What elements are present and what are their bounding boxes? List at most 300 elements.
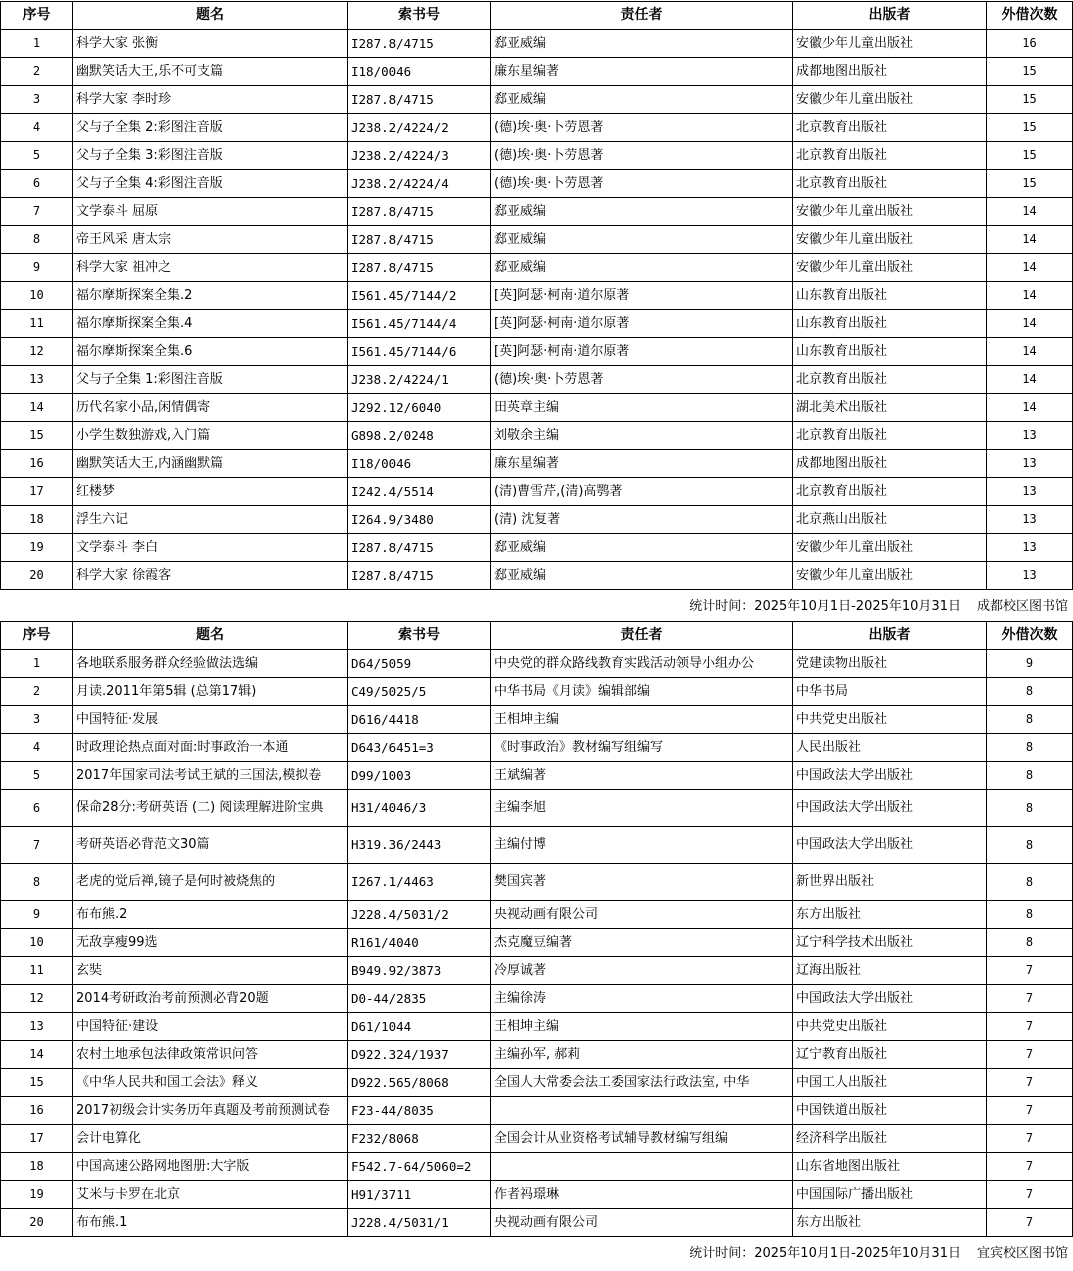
call-number: I242.4/5514 xyxy=(348,478,491,506)
book-title: 科学大家 徐霞客 xyxy=(73,562,348,590)
row-number: 16 xyxy=(1,450,73,478)
call-number: D61/1044 xyxy=(348,1013,491,1041)
row-number: 14 xyxy=(1,394,73,422)
loan-count: 7 xyxy=(987,1041,1073,1069)
loan-count: 15 xyxy=(987,58,1073,86)
publisher: 中国政法大学出版社 xyxy=(793,827,987,864)
row-number: 15 xyxy=(1,422,73,450)
loan-count: 13 xyxy=(987,450,1073,478)
responsible-person: 杰克魔豆编著 xyxy=(491,929,793,957)
row-number: 11 xyxy=(1,310,73,338)
table-row xyxy=(1,1209,1073,1237)
call-number: I264.9/3480 xyxy=(348,506,491,534)
call-number: C49/5025/5 xyxy=(348,678,491,706)
book-title: 月读.2011年第5辑 (总第17辑) xyxy=(73,678,348,706)
publisher: 安徽少年儿童出版社 xyxy=(793,198,987,226)
responsible-person: 冷厚诚著 xyxy=(491,957,793,985)
book-title: 文学泰斗 李白 xyxy=(73,534,348,562)
table-row xyxy=(1,366,1073,394)
table-row xyxy=(1,478,1073,506)
book-title: 时政理论热点面对面:时事政治一本通 xyxy=(73,734,348,762)
header-call-number: 索书号 xyxy=(348,2,491,30)
call-number: I561.45/7144/6 xyxy=(348,338,491,366)
responsible-person: 中华书局《月读》编辑部编 xyxy=(491,678,793,706)
responsible-person: 郄亚威编 xyxy=(491,86,793,114)
book-title: 父与子全集 4:彩图注音版 xyxy=(73,170,348,198)
table-row xyxy=(1,422,1073,450)
table-row xyxy=(1,394,1073,422)
loan-count: 7 xyxy=(987,1013,1073,1041)
publisher: 辽宁教育出版社 xyxy=(793,1041,987,1069)
loan-count: 7 xyxy=(987,1153,1073,1181)
call-number: H319.36/2443 xyxy=(348,827,491,864)
responsible-person: 央视动画有限公司 xyxy=(491,1209,793,1237)
call-number: J292.12/6040 xyxy=(348,394,491,422)
publisher: 山东教育出版社 xyxy=(793,310,987,338)
loan-count: 8 xyxy=(987,901,1073,929)
row-number: 20 xyxy=(1,562,73,590)
publisher: 人民出版社 xyxy=(793,734,987,762)
publisher: 中国工人出版社 xyxy=(793,1069,987,1097)
loan-count: 14 xyxy=(987,394,1073,422)
stat-period: 统计时间：2025年10月1日-2025年10月31日 xyxy=(689,1246,961,1261)
call-number: I287.8/4715 xyxy=(348,86,491,114)
loan-count: 7 xyxy=(987,1097,1073,1125)
publisher: 北京教育出版社 xyxy=(793,366,987,394)
publisher: 安徽少年儿童出版社 xyxy=(793,562,987,590)
call-number: H91/3711 xyxy=(348,1181,491,1209)
call-number: H31/4046/3 xyxy=(348,790,491,827)
call-number: I287.8/4715 xyxy=(348,30,491,58)
table-row xyxy=(1,506,1073,534)
loan-count: 13 xyxy=(987,562,1073,590)
book-title: 浮生六记 xyxy=(73,506,348,534)
table-row xyxy=(1,1181,1073,1209)
book-title: 红楼梦 xyxy=(73,478,348,506)
publisher: 中国政法大学出版社 xyxy=(793,985,987,1013)
loan-count: 13 xyxy=(987,506,1073,534)
call-number: D99/1003 xyxy=(348,762,491,790)
loan-count: 7 xyxy=(987,1181,1073,1209)
responsible-person: 郄亚威编 xyxy=(491,198,793,226)
responsible-person: 主编李旭 xyxy=(491,790,793,827)
book-title: 科学大家 张衡 xyxy=(73,30,348,58)
loan-count: 8 xyxy=(987,762,1073,790)
publisher: 山东教育出版社 xyxy=(793,338,987,366)
table-row xyxy=(1,678,1073,706)
responsible-person: 郄亚威编 xyxy=(491,534,793,562)
publisher: 北京教育出版社 xyxy=(793,422,987,450)
row-number: 8 xyxy=(1,864,73,901)
publisher: 中国政法大学出版社 xyxy=(793,762,987,790)
header-loan-count: 外借次数 xyxy=(987,2,1073,30)
book-title: 科学大家 李时珍 xyxy=(73,86,348,114)
responsible-person: 主编徐涛 xyxy=(491,985,793,1013)
yibin-loan-ranking-table xyxy=(0,621,1073,1237)
table-body xyxy=(1,650,1073,1237)
responsible-person: 王斌编著 xyxy=(491,762,793,790)
book-title: 科学大家 祖冲之 xyxy=(73,254,348,282)
loan-count: 7 xyxy=(987,1125,1073,1153)
table-row xyxy=(1,1125,1073,1153)
book-title: 老虎的觉后禅,镜子是何时被烧焦的 xyxy=(73,864,348,901)
table-row xyxy=(1,706,1073,734)
publisher: 北京教育出版社 xyxy=(793,142,987,170)
yibin-ranking-section xyxy=(0,621,1072,1271)
table-row xyxy=(1,827,1073,864)
table-row xyxy=(1,226,1073,254)
responsible-person: (德)埃·奥·卜劳恩著 xyxy=(491,366,793,394)
row-number: 12 xyxy=(1,338,73,366)
book-title: 福尔摩斯探案全集.2 xyxy=(73,282,348,310)
table-row xyxy=(1,901,1073,929)
header-no: 序号 xyxy=(1,622,73,650)
row-number: 12 xyxy=(1,985,73,1013)
row-number: 10 xyxy=(1,282,73,310)
row-number: 3 xyxy=(1,706,73,734)
row-number: 19 xyxy=(1,534,73,562)
call-number: F232/8068 xyxy=(348,1125,491,1153)
table-row xyxy=(1,762,1073,790)
book-title: 历代名家小品,闲情偶寄 xyxy=(73,394,348,422)
book-title: 父与子全集 2:彩图注音版 xyxy=(73,114,348,142)
responsible-person xyxy=(491,1153,793,1181)
publisher: 安徽少年儿童出版社 xyxy=(793,254,987,282)
header-publisher: 出版者 xyxy=(793,622,987,650)
publisher: 中共党史出版社 xyxy=(793,1013,987,1041)
call-number: G898.2/0248 xyxy=(348,422,491,450)
book-title: 小学生数独游戏,入门篇 xyxy=(73,422,348,450)
call-number: B949.92/3873 xyxy=(348,957,491,985)
row-number: 2 xyxy=(1,58,73,86)
row-number: 9 xyxy=(1,901,73,929)
row-number: 4 xyxy=(1,114,73,142)
responsible-person: 作者祃璟琳 xyxy=(491,1181,793,1209)
loan-count: 15 xyxy=(987,86,1073,114)
call-number: F542.7-64/5060=2 xyxy=(348,1153,491,1181)
call-number: J238.2/4224/3 xyxy=(348,142,491,170)
publisher: 中国国际广播出版社 xyxy=(793,1181,987,1209)
campus-library-name: 宜宾校区图书馆 xyxy=(976,1246,1068,1261)
table-row xyxy=(1,1069,1073,1097)
row-number: 1 xyxy=(1,650,73,678)
table-row xyxy=(1,562,1073,590)
book-title: 布布熊.1 xyxy=(73,1209,348,1237)
table-row xyxy=(1,734,1073,762)
table-row xyxy=(1,114,1073,142)
responsible-person: (德)埃·奥·卜劳恩著 xyxy=(491,114,793,142)
publisher: 安徽少年儿童出版社 xyxy=(793,226,987,254)
table-row xyxy=(1,790,1073,827)
row-number: 15 xyxy=(1,1069,73,1097)
header-publisher: 出版者 xyxy=(793,2,987,30)
header-title: 题名 xyxy=(73,2,348,30)
book-title: 保命28分:考研英语 (二) 阅读理解进阶宝典 xyxy=(73,790,348,827)
publisher: 经济科学出版社 xyxy=(793,1125,987,1153)
row-number: 19 xyxy=(1,1181,73,1209)
call-number: D643/6451=3 xyxy=(348,734,491,762)
loan-count: 8 xyxy=(987,706,1073,734)
publisher: 中国政法大学出版社 xyxy=(793,790,987,827)
loan-count: 14 xyxy=(987,254,1073,282)
publisher: 北京教育出版社 xyxy=(793,478,987,506)
book-title: 2017年国家司法考试王斌的三国法,模拟卷 xyxy=(73,762,348,790)
chengdu-ranking-section xyxy=(0,1,1072,624)
publisher: 安徽少年儿童出版社 xyxy=(793,534,987,562)
row-number: 18 xyxy=(1,506,73,534)
call-number: D0-44/2835 xyxy=(348,985,491,1013)
publisher: 新世界出版社 xyxy=(793,864,987,901)
responsible-person: 廉东星编著 xyxy=(491,450,793,478)
publisher: 湖北美术出版社 xyxy=(793,394,987,422)
row-number: 5 xyxy=(1,762,73,790)
responsible-person: (德)埃·奥·卜劳恩著 xyxy=(491,142,793,170)
table-row xyxy=(1,929,1073,957)
table-row xyxy=(1,30,1073,58)
header-no: 序号 xyxy=(1,2,73,30)
row-number: 13 xyxy=(1,366,73,394)
call-number: J238.2/4224/2 xyxy=(348,114,491,142)
table-row xyxy=(1,864,1073,901)
row-number: 5 xyxy=(1,142,73,170)
row-number: 7 xyxy=(1,827,73,864)
loan-count: 15 xyxy=(987,114,1073,142)
table-header-row xyxy=(1,622,1073,650)
call-number: I18/0046 xyxy=(348,58,491,86)
row-number: 16 xyxy=(1,1097,73,1125)
book-title: 帝王风采 唐太宗 xyxy=(73,226,348,254)
responsible-person: [英]阿瑟·柯南·道尔原著 xyxy=(491,310,793,338)
table-row xyxy=(1,534,1073,562)
loan-count: 13 xyxy=(987,478,1073,506)
call-number: D922.324/1937 xyxy=(348,1041,491,1069)
table-row xyxy=(1,957,1073,985)
responsible-person xyxy=(491,1097,793,1125)
responsible-person: 全国人大常委会法工委国家法行政法室, 中华 xyxy=(491,1069,793,1097)
row-number: 3 xyxy=(1,86,73,114)
table-row xyxy=(1,86,1073,114)
call-number: J238.2/4224/1 xyxy=(348,366,491,394)
loan-count: 8 xyxy=(987,929,1073,957)
responsible-person: 主编孙军, 郝莉 xyxy=(491,1041,793,1069)
publisher: 北京燕山出版社 xyxy=(793,506,987,534)
table-row xyxy=(1,310,1073,338)
loan-count: 8 xyxy=(987,864,1073,901)
publisher: 成都地图出版社 xyxy=(793,58,987,86)
call-number: D64/5059 xyxy=(348,650,491,678)
book-title: 2014考研政治考前预测必背20题 xyxy=(73,985,348,1013)
responsible-person: 郄亚威编 xyxy=(491,254,793,282)
row-number: 17 xyxy=(1,478,73,506)
row-number: 18 xyxy=(1,1153,73,1181)
loan-count: 7 xyxy=(987,1069,1073,1097)
call-number: R161/4040 xyxy=(348,929,491,957)
table-row xyxy=(1,58,1073,86)
responsible-person: (德)埃·奥·卜劳恩著 xyxy=(491,170,793,198)
stat-period: 统计时间：2025年10月1日-2025年10月31日 xyxy=(689,599,961,614)
loan-count: 8 xyxy=(987,790,1073,827)
book-title: 农村土地承包法律政策常识问答 xyxy=(73,1041,348,1069)
publisher: 成都地图出版社 xyxy=(793,450,987,478)
table-row xyxy=(1,1013,1073,1041)
loan-count: 7 xyxy=(987,1209,1073,1237)
book-title: 无敌享瘦99选 xyxy=(73,929,348,957)
row-number: 6 xyxy=(1,790,73,827)
responsible-person: 王相坤主编 xyxy=(491,1013,793,1041)
responsible-person: 全国会计从业资格考试辅导教材编写组编 xyxy=(491,1125,793,1153)
publisher: 东方出版社 xyxy=(793,1209,987,1237)
responsible-person: 央视动画有限公司 xyxy=(491,901,793,929)
publisher: 山东教育出版社 xyxy=(793,282,987,310)
table-row xyxy=(1,1097,1073,1125)
publisher: 辽海出版社 xyxy=(793,957,987,985)
loan-count: 13 xyxy=(987,534,1073,562)
row-number: 7 xyxy=(1,198,73,226)
call-number: J228.4/5031/2 xyxy=(348,901,491,929)
call-number: I561.45/7144/4 xyxy=(348,310,491,338)
responsible-person: 樊国宾著 xyxy=(491,864,793,901)
call-number: I287.8/4715 xyxy=(348,254,491,282)
row-number: 10 xyxy=(1,929,73,957)
table-body xyxy=(1,30,1073,590)
responsible-person: 王相坤主编 xyxy=(491,706,793,734)
book-title: 各地联系服务群众经验做法选编 xyxy=(73,650,348,678)
loan-count: 14 xyxy=(987,198,1073,226)
row-number: 11 xyxy=(1,957,73,985)
responsible-person: 郄亚威编 xyxy=(491,30,793,58)
book-title: 中国高速公路网地图册:大字版 xyxy=(73,1153,348,1181)
book-title: 考研英语必背范文30篇 xyxy=(73,827,348,864)
table-row xyxy=(1,198,1073,226)
table-footer xyxy=(0,1237,1072,1271)
header-loan-count: 外借次数 xyxy=(987,622,1073,650)
table-row xyxy=(1,142,1073,170)
book-title: 文学泰斗 屈原 xyxy=(73,198,348,226)
table-row xyxy=(1,254,1073,282)
responsible-person: 主编付博 xyxy=(491,827,793,864)
loan-count: 8 xyxy=(987,827,1073,864)
loan-count: 14 xyxy=(987,310,1073,338)
table-row xyxy=(1,650,1073,678)
loan-count: 7 xyxy=(987,957,1073,985)
row-number: 2 xyxy=(1,678,73,706)
chengdu-loan-ranking-table xyxy=(0,1,1073,590)
call-number: I18/0046 xyxy=(348,450,491,478)
publisher: 中华书局 xyxy=(793,678,987,706)
header-responsible: 责任者 xyxy=(491,2,793,30)
call-number: I287.8/4715 xyxy=(348,198,491,226)
loan-count: 7 xyxy=(987,985,1073,1013)
row-number: 9 xyxy=(1,254,73,282)
responsible-person: 刘敬余主编 xyxy=(491,422,793,450)
row-number: 1 xyxy=(1,30,73,58)
loan-count: 13 xyxy=(987,422,1073,450)
responsible-person: 郄亚威编 xyxy=(491,226,793,254)
book-title: 艾米与卡罗在北京 xyxy=(73,1181,348,1209)
loan-count: 14 xyxy=(987,282,1073,310)
call-number: D616/4418 xyxy=(348,706,491,734)
responsible-person: 廉东星编著 xyxy=(491,58,793,86)
publisher: 东方出版社 xyxy=(793,901,987,929)
book-title: 父与子全集 1:彩图注音版 xyxy=(73,366,348,394)
row-number: 8 xyxy=(1,226,73,254)
responsible-person: 中央党的群众路线教育实践活动领导小组办公 xyxy=(491,650,793,678)
loan-count: 8 xyxy=(987,678,1073,706)
book-title: 中国特征·建设 xyxy=(73,1013,348,1041)
book-title: 幽默笑话大王,内涵幽默篇 xyxy=(73,450,348,478)
responsible-person: [英]阿瑟·柯南·道尔原著 xyxy=(491,282,793,310)
table-row xyxy=(1,1041,1073,1069)
publisher: 辽宁科学技术出版社 xyxy=(793,929,987,957)
book-title: 玄奘 xyxy=(73,957,348,985)
responsible-person: 田英章主编 xyxy=(491,394,793,422)
publisher: 党建读物出版社 xyxy=(793,650,987,678)
loan-count: 15 xyxy=(987,142,1073,170)
call-number: I267.1/4463 xyxy=(348,864,491,901)
book-title: 福尔摩斯探案全集.4 xyxy=(73,310,348,338)
loan-count: 9 xyxy=(987,650,1073,678)
campus-library-name: 成都校区图书馆 xyxy=(976,599,1068,614)
loan-count: 14 xyxy=(987,366,1073,394)
book-title: 中国特征·发展 xyxy=(73,706,348,734)
publisher: 北京教育出版社 xyxy=(793,170,987,198)
table-header-row xyxy=(1,2,1073,30)
call-number: I287.8/4715 xyxy=(348,226,491,254)
call-number: J228.4/5031/1 xyxy=(348,1209,491,1237)
loan-count: 14 xyxy=(987,338,1073,366)
publisher: 安徽少年儿童出版社 xyxy=(793,30,987,58)
book-title: 《中华人民共和国工会法》释义 xyxy=(73,1069,348,1097)
loan-count: 14 xyxy=(987,226,1073,254)
call-number: I561.45/7144/2 xyxy=(348,282,491,310)
table-row xyxy=(1,450,1073,478)
responsible-person: 《时事政治》教材编写组编写 xyxy=(491,734,793,762)
row-number: 20 xyxy=(1,1209,73,1237)
publisher: 中国铁道出版社 xyxy=(793,1097,987,1125)
book-title: 父与子全集 3:彩图注音版 xyxy=(73,142,348,170)
call-number: F23-44/8035 xyxy=(348,1097,491,1125)
table-row xyxy=(1,170,1073,198)
call-number: I287.8/4715 xyxy=(348,534,491,562)
row-number: 4 xyxy=(1,734,73,762)
responsible-person: [英]阿瑟·柯南·道尔原著 xyxy=(491,338,793,366)
book-title: 幽默笑话大王,乐不可支篇 xyxy=(73,58,348,86)
publisher: 北京教育出版社 xyxy=(793,114,987,142)
row-number: 6 xyxy=(1,170,73,198)
table-footer xyxy=(0,590,1072,624)
responsible-person: (清) 沈复著 xyxy=(491,506,793,534)
publisher: 安徽少年儿童出版社 xyxy=(793,86,987,114)
header-responsible: 责任者 xyxy=(491,622,793,650)
publisher: 山东省地图出版社 xyxy=(793,1153,987,1181)
call-number: J238.2/4224/4 xyxy=(348,170,491,198)
row-number: 17 xyxy=(1,1125,73,1153)
book-title: 布布熊.2 xyxy=(73,901,348,929)
header-call-number: 索书号 xyxy=(348,622,491,650)
responsible-person: 郄亚威编 xyxy=(491,562,793,590)
table-row xyxy=(1,282,1073,310)
table-row xyxy=(1,1153,1073,1181)
book-title: 会计电算化 xyxy=(73,1125,348,1153)
loan-count: 15 xyxy=(987,170,1073,198)
header-title: 题名 xyxy=(73,622,348,650)
call-number: I287.8/4715 xyxy=(348,562,491,590)
book-title: 福尔摩斯探案全集.6 xyxy=(73,338,348,366)
call-number: D922.565/8068 xyxy=(348,1069,491,1097)
loan-count: 8 xyxy=(987,734,1073,762)
row-number: 13 xyxy=(1,1013,73,1041)
table-row xyxy=(1,338,1073,366)
